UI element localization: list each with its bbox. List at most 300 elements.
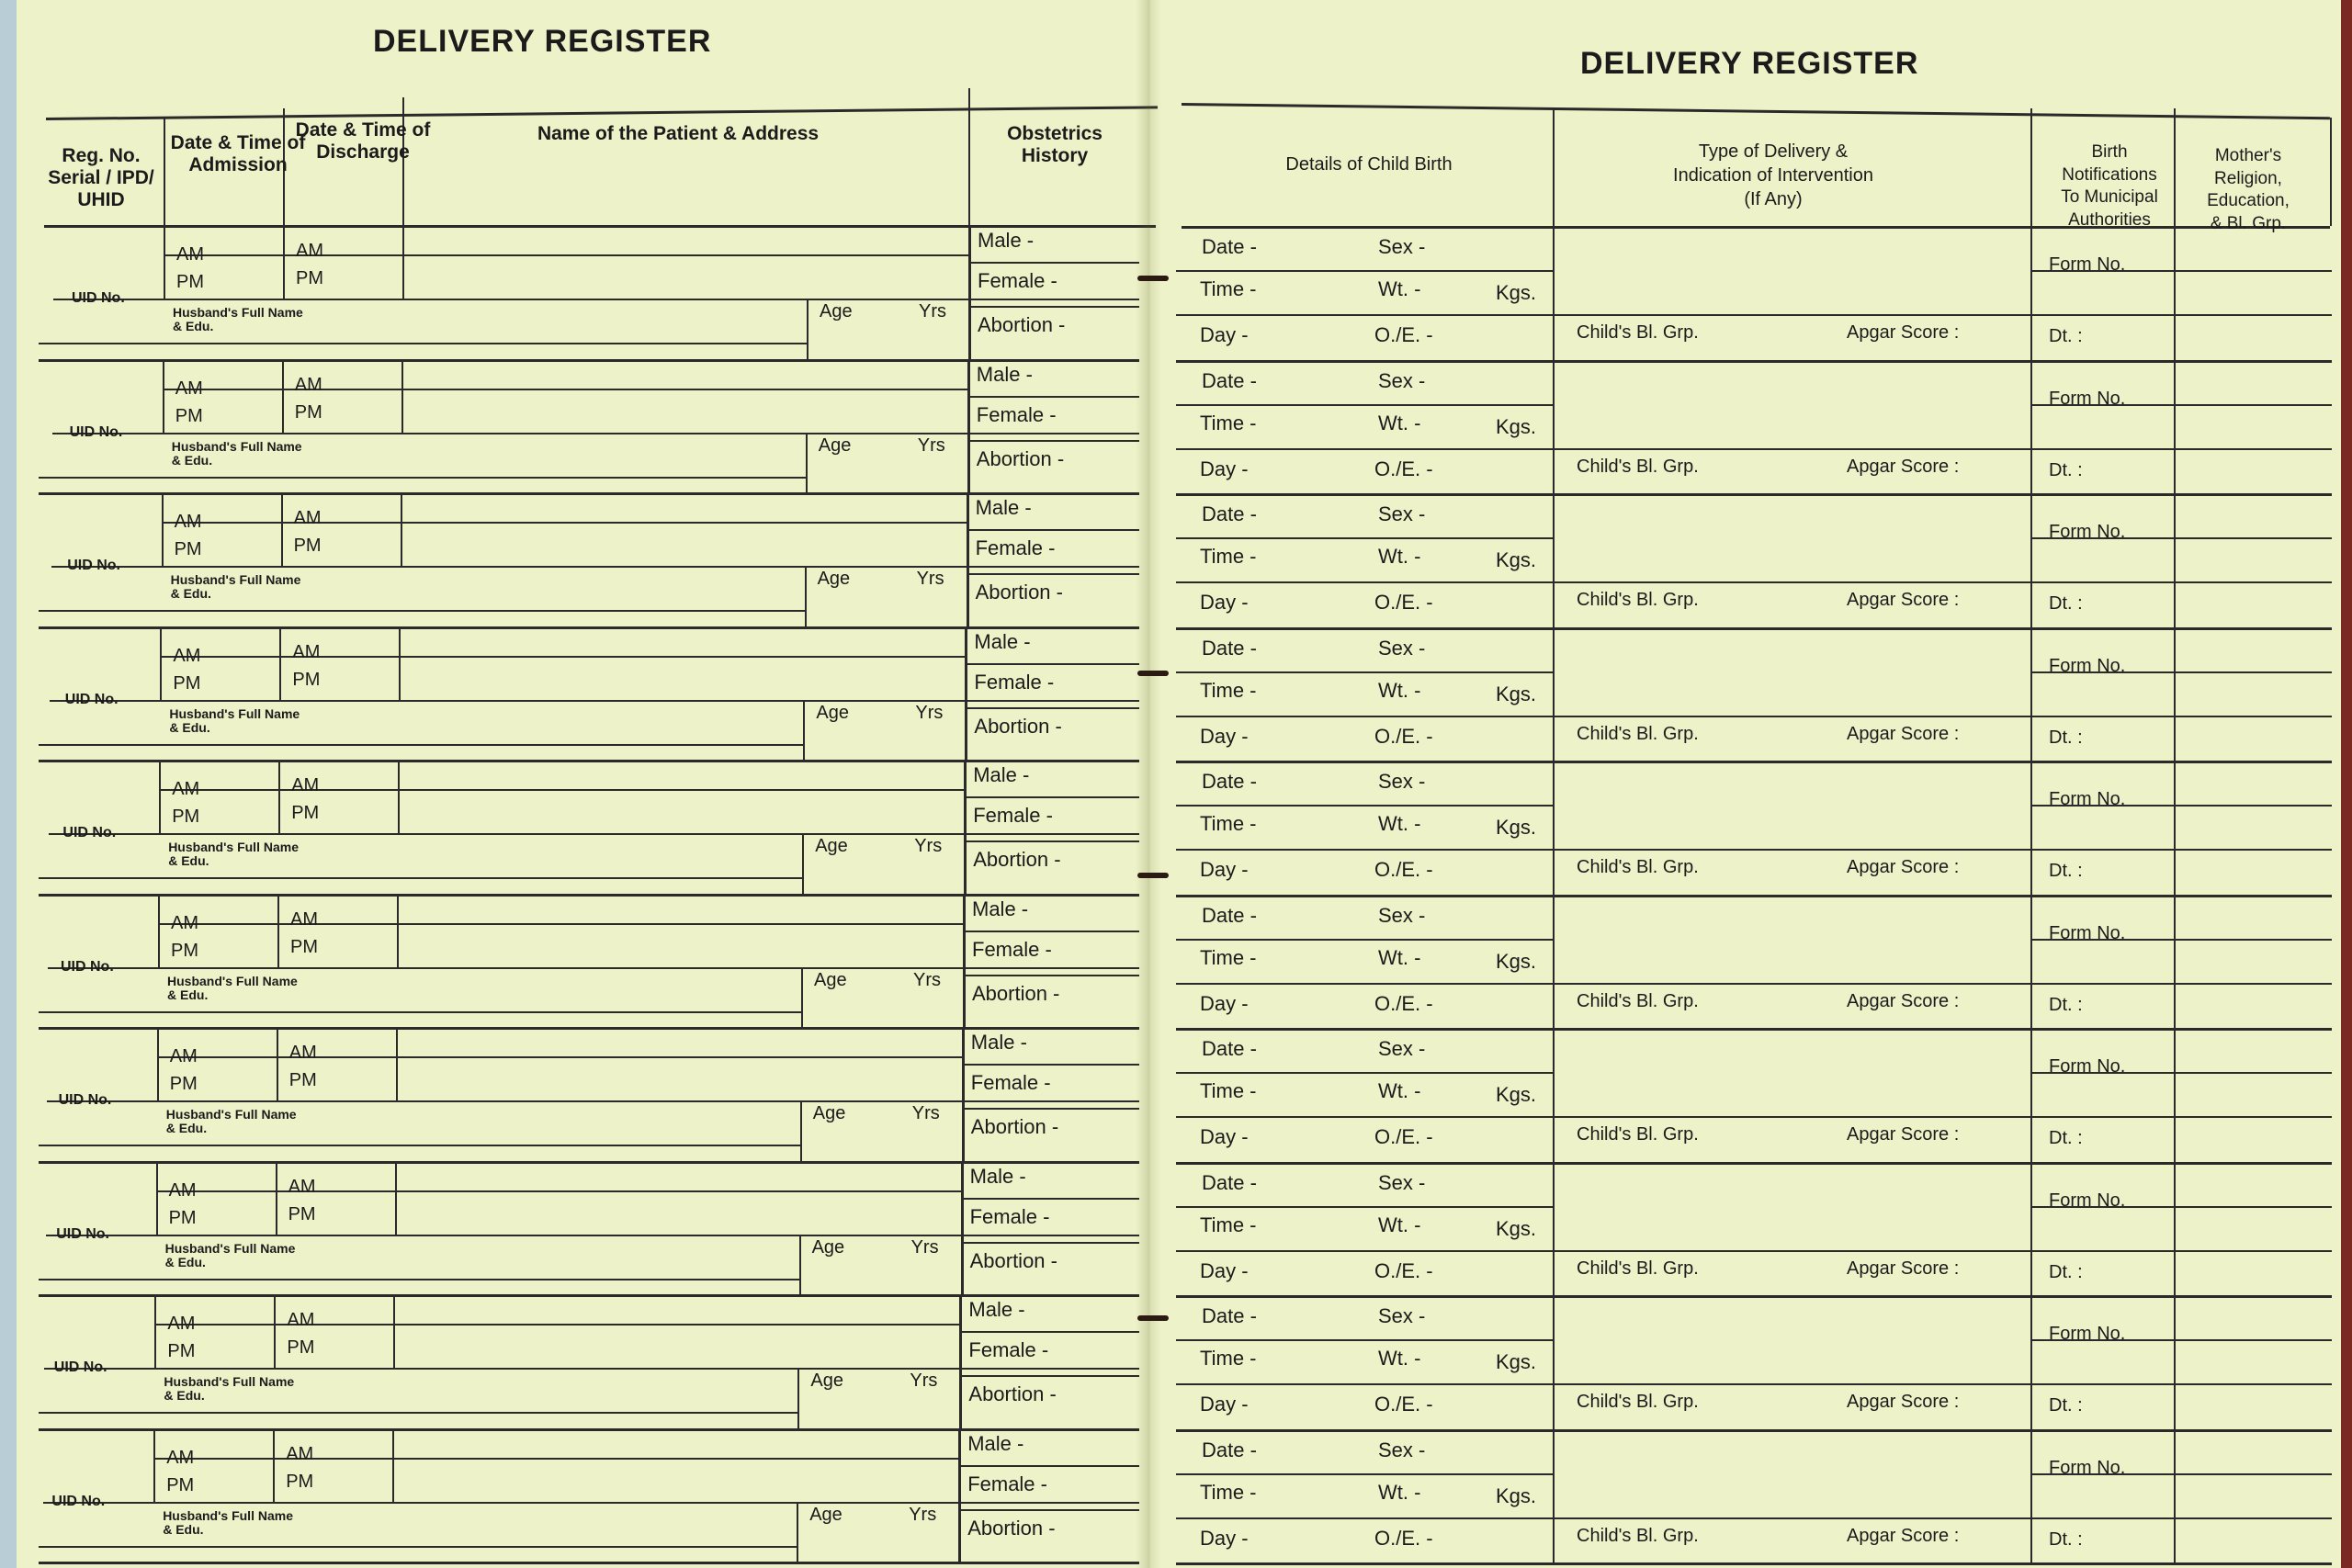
column-rule <box>1553 226 1555 360</box>
weight-unit-label: Kgs. <box>1496 1350 1537 1373</box>
on-examination-label: O./E. - <box>1374 323 1433 346</box>
obstetrics-male-label: Male - <box>967 1431 1024 1455</box>
column-rule <box>2030 895 2032 1029</box>
right-page <box>1148 0 2341 1568</box>
admission-pm-label: PM <box>173 672 201 694</box>
column-rule <box>163 359 164 433</box>
column-rule <box>959 1294 962 1428</box>
row-rule <box>39 477 806 479</box>
on-examination-label: O./E. - <box>1374 591 1433 614</box>
age-label: Age <box>809 1504 842 1525</box>
row-rule <box>39 1562 1139 1564</box>
column-rule <box>2174 360 2176 494</box>
husband-name-label: Husband's Full Name <box>171 438 302 454</box>
discharge-am-label: AM <box>288 1043 317 1063</box>
child-birth-column-header: Details of Child Birth <box>1285 154 1453 175</box>
child-blood-group-label: Child's Bl. Grp. <box>1577 990 1699 1011</box>
husband-edu-label: & Edu. <box>171 452 213 468</box>
column-rule <box>279 626 281 700</box>
column-rule <box>274 1294 276 1368</box>
column-rule <box>2030 1162 2032 1296</box>
apgar-score-label: Apgar Score : <box>1847 456 1960 477</box>
uid-no-label: UID No. <box>56 1225 109 1242</box>
admission-pm-label: PM <box>166 1474 195 1495</box>
column-rule <box>806 433 808 493</box>
row-rule <box>48 967 1139 969</box>
row-rule <box>39 1294 1139 1297</box>
notification-date-label: Dt. : <box>2049 1261 2083 1282</box>
column-rule <box>1553 761 1555 895</box>
child-weight-label: Wt. - <box>1378 411 1421 434</box>
discharge-pm-label: PM <box>291 803 320 823</box>
form-no-label: Form No. <box>2049 1324 2126 1344</box>
row-rule <box>1176 671 1553 673</box>
husband-name-label: Husband's Full Name <box>170 572 301 587</box>
column-rule <box>800 1100 802 1161</box>
discharge-am-label: AM <box>291 775 320 795</box>
birth-date-label: Date - <box>1202 502 1257 525</box>
admission-pm-label: PM <box>174 539 202 559</box>
child-sex-label: Sex - <box>1378 1037 1426 1060</box>
weight-unit-label: Kgs. <box>1496 816 1537 839</box>
row-rule <box>46 1235 1139 1236</box>
column-rule <box>961 1161 964 1295</box>
years-label: Yrs <box>909 1504 937 1525</box>
birth-time-label: Time - <box>1200 678 1257 702</box>
obstetrics-male-label: Male - <box>972 897 1029 920</box>
birth-day-label: Day - <box>1200 457 1249 480</box>
row-rule <box>396 1056 962 1058</box>
child-blood-group-label: Child's Bl. Grp. <box>1577 590 1699 610</box>
column-rule <box>964 760 967 894</box>
row-rule <box>401 389 967 390</box>
obstetrics-male-label: Male - <box>969 1164 1026 1188</box>
child-weight-label: Wt. - <box>1378 277 1421 300</box>
column-rule <box>398 760 400 833</box>
notification-date-label: Dt. : <box>2049 1128 2083 1148</box>
form-no-label: Form No. <box>2049 655 2126 676</box>
years-label: Yrs <box>914 836 943 856</box>
age-label: Age <box>820 301 853 321</box>
row-rule <box>395 1190 961 1192</box>
child-weight-label: Wt. - <box>1378 1079 1421 1102</box>
admission-am-label: AM <box>166 1447 195 1468</box>
row-rule <box>965 707 1139 709</box>
row-rule <box>962 1064 1139 1066</box>
discharge-am-label: AM <box>296 241 323 261</box>
row-rule <box>39 359 1139 362</box>
row-rule <box>1176 1562 2332 1565</box>
weight-unit-label: Kgs. <box>1496 414 1537 438</box>
years-label: Yrs <box>915 702 944 723</box>
delivery-type-line-1: Type of Delivery & <box>1698 141 1849 162</box>
apgar-score-label: Apgar Score : <box>1847 322 1960 343</box>
birth-date-label: Date - <box>1202 235 1257 258</box>
column-rule <box>1553 1429 1555 1563</box>
obstetrics-male-label: Male - <box>975 496 1032 519</box>
birth-day-label: Day - <box>1200 1258 1249 1282</box>
column-rule <box>797 1368 799 1428</box>
child-sex-label: Sex - <box>1378 1304 1426 1327</box>
obstetrics-male-label: Male - <box>973 763 1030 786</box>
row-rule <box>39 1145 800 1146</box>
on-examination-label: O./E. - <box>1374 1526 1433 1550</box>
birth-time-label: Time - <box>1200 812 1257 835</box>
notification-date-label: Dt. : <box>2049 727 2083 748</box>
column-rule <box>967 492 969 626</box>
notification-date-label: Dt. : <box>2049 459 2083 480</box>
child-blood-group-label: Child's Bl. Grp. <box>1577 1124 1699 1145</box>
row-rule <box>39 1279 799 1280</box>
birth-time-label: Time - <box>1200 945 1257 969</box>
row-rule <box>967 529 1139 531</box>
row-rule <box>1176 1295 2332 1298</box>
row-rule <box>47 1100 1139 1102</box>
row-rule <box>968 306 1139 308</box>
obstetrics-female-label: Female - <box>974 670 1055 694</box>
discharge-pm-label: PM <box>293 536 322 556</box>
discharge-pm-label: PM <box>287 1337 315 1358</box>
child-weight-label: Wt. - <box>1378 812 1421 835</box>
row-rule <box>1176 1517 2332 1519</box>
column-rule <box>2174 761 2176 895</box>
row-rule <box>1176 270 1553 272</box>
column-rule <box>807 299 808 359</box>
discharge-pm-label: PM <box>290 936 318 957</box>
column-rule <box>402 225 404 299</box>
birth-notification-column-header <box>2036 141 2183 232</box>
column-rule <box>802 833 804 894</box>
weight-unit-label: Kgs. <box>1496 548 1537 571</box>
column-rule <box>1553 1162 1555 1296</box>
discharge-pm-label: PM <box>294 401 322 423</box>
obstetrics-male-label: Male - <box>974 629 1031 653</box>
husband-edu-label: & Edu. <box>170 586 211 601</box>
column-rule <box>157 1027 159 1100</box>
column-rule <box>401 492 402 566</box>
admission-pm-label: PM <box>172 807 200 827</box>
birth-day-label: Day - <box>1200 323 1249 346</box>
row-rule <box>1176 1162 2332 1165</box>
column-rule <box>2174 493 2176 627</box>
years-label: Yrs <box>911 1103 940 1123</box>
delivery-type-column-header <box>1608 140 1939 211</box>
apgar-score-label: Apgar Score : <box>1847 723 1960 744</box>
right-register-table <box>1148 0 2341 1568</box>
child-blood-group-label: Child's Bl. Grp. <box>1577 1525 1699 1546</box>
column-rule <box>797 1502 798 1562</box>
row-rule <box>968 262 1139 264</box>
obstetrics-female-label: Female - <box>978 269 1057 292</box>
obstetrics-male-label: Male - <box>970 1031 1027 1054</box>
column-rule <box>2174 226 2176 360</box>
column-rule <box>156 1161 158 1235</box>
admission-am-label: AM <box>171 912 198 933</box>
row-rule <box>39 492 1139 495</box>
child-sex-label: Sex - <box>1378 368 1426 392</box>
column-rule <box>803 700 805 761</box>
column-rule <box>396 1027 398 1100</box>
age-label: Age <box>814 969 847 990</box>
row-rule <box>1176 1339 1553 1341</box>
row-rule <box>39 626 1139 629</box>
birth-date-label: Date - <box>1202 770 1257 793</box>
row-rule <box>1176 1473 1553 1475</box>
row-rule <box>967 573 1139 575</box>
row-rule <box>1176 627 2332 630</box>
birth-notification-line-3: To Municipal <box>2061 187 2158 208</box>
row-rule <box>50 700 1139 702</box>
delivery-type-line-2: Indication of Intervention <box>1673 165 1873 186</box>
age-label: Age <box>818 434 852 456</box>
discharge-pm-label: PM <box>292 669 321 690</box>
on-examination-label: O./E. - <box>1374 1393 1433 1416</box>
admission-column-header: Date & Time of Admission <box>170 132 306 176</box>
row-rule <box>39 1027 1139 1030</box>
birth-day-label: Day - <box>1200 991 1249 1015</box>
column-rule <box>392 1428 394 1502</box>
obstetrics-male-label: Male - <box>976 362 1033 386</box>
column-rule <box>2030 108 2032 226</box>
row-rule <box>39 1011 801 1013</box>
notification-date-label: Dt. : <box>2049 593 2083 614</box>
column-rule <box>397 894 399 967</box>
obstetrics-abortion-label: Abortion - <box>973 848 1061 871</box>
row-rule <box>44 1368 1139 1370</box>
row-rule <box>1176 1206 1553 1208</box>
row-rule <box>39 343 807 344</box>
obstetrics-female-label: Female - <box>975 536 1056 559</box>
column-rule <box>276 1161 277 1235</box>
row-rule <box>39 610 805 612</box>
reg-no-column-header: Reg. No. Serial / IPD/ UHID <box>48 145 154 211</box>
birth-date-label: Date - <box>1202 1438 1257 1461</box>
weight-unit-label: Kgs. <box>1496 1083 1537 1106</box>
husband-name-label: Husband's Full Name <box>163 1507 293 1523</box>
admission-am-label: AM <box>167 1314 196 1334</box>
obstetrics-female-label: Female - <box>969 1204 1050 1228</box>
obstetrics-abortion-label: Abortion - <box>967 1516 1056 1540</box>
form-no-label: Form No. <box>2049 1457 2126 1478</box>
column-rule <box>399 626 401 700</box>
column-rule <box>2030 1028 2032 1162</box>
discharge-am-label: AM <box>293 508 322 528</box>
column-rule <box>2174 1429 2176 1563</box>
on-examination-label: O./E. - <box>1374 991 1433 1015</box>
column-rule <box>2030 1429 2032 1563</box>
row-rule <box>39 1161 1139 1164</box>
column-rule <box>2174 627 2176 761</box>
form-no-label: Form No. <box>2049 922 2126 943</box>
mother-details-column-header <box>2170 145 2326 236</box>
row-rule <box>1176 1429 2332 1432</box>
uid-no-label: UID No. <box>53 1359 107 1375</box>
birth-date-label: Date - <box>1202 1037 1257 1060</box>
birth-day-label: Day - <box>1200 724 1249 748</box>
discharge-pm-label: PM <box>288 1203 316 1224</box>
left-page-title: DELIVERY REGISTER <box>373 24 712 59</box>
staple <box>1137 671 1169 676</box>
discharge-am-label: AM <box>288 1176 316 1197</box>
obstetrics-male-label: Male - <box>978 229 1035 252</box>
child-sex-label: Sex - <box>1378 636 1426 660</box>
birth-day-label: Day - <box>1200 858 1249 881</box>
years-label: Yrs <box>919 301 946 321</box>
column-rule <box>968 88 970 225</box>
column-rule <box>1553 108 1555 226</box>
mother-details-line-2: Religion, <box>2214 168 2282 188</box>
row-rule <box>1176 805 1553 807</box>
admission-am-label: AM <box>176 244 204 265</box>
column-rule <box>967 359 970 493</box>
apgar-score-label: Apgar Score : <box>1847 1392 1960 1412</box>
uid-no-label: UID No. <box>51 1493 106 1509</box>
row-rule <box>1182 103 2330 119</box>
column-rule <box>153 1428 155 1502</box>
row-rule <box>53 299 1139 300</box>
row-rule <box>49 833 1139 835</box>
admission-pm-label: PM <box>175 405 203 426</box>
child-weight-label: Wt. - <box>1378 1213 1421 1236</box>
staple <box>1137 276 1169 281</box>
row-rule <box>51 566 1139 568</box>
admission-am-label: AM <box>175 378 203 399</box>
birth-date-label: Date - <box>1202 1170 1257 1194</box>
column-rule <box>273 1428 275 1502</box>
column-rule <box>2030 761 2032 895</box>
weight-unit-label: Kgs. <box>1496 1216 1537 1240</box>
birth-day-label: Day - <box>1200 1125 1249 1148</box>
admission-am-label: AM <box>172 779 200 799</box>
row-rule <box>1176 761 2332 763</box>
apgar-score-label: Apgar Score : <box>1847 1124 1960 1145</box>
age-label: Age <box>812 1103 846 1123</box>
obstetrics-abortion-label: Abortion - <box>970 1115 1059 1138</box>
admission-am-label: AM <box>168 1179 197 1201</box>
notification-date-label: Dt. : <box>2049 861 2083 881</box>
row-rule <box>959 1375 1139 1377</box>
discharge-am-label: AM <box>290 908 318 930</box>
book-gutter <box>1136 0 1161 1568</box>
row-rule <box>402 254 968 256</box>
obstetrics-male-label: Male - <box>968 1298 1025 1321</box>
column-rule <box>159 760 161 833</box>
column-rule <box>162 492 164 566</box>
column-rule <box>801 967 803 1028</box>
column-rule <box>799 1235 801 1295</box>
row-rule <box>1176 537 1553 539</box>
birth-day-label: Day - <box>1200 1393 1249 1416</box>
obstetrics-abortion-label: Abortion - <box>969 1248 1057 1272</box>
row-rule <box>1176 360 2332 363</box>
discharge-pm-label: PM <box>296 268 323 288</box>
birth-time-label: Time - <box>1200 1347 1257 1370</box>
years-label: Yrs <box>910 1371 938 1391</box>
birth-date-label: Date - <box>1202 903 1257 927</box>
column-rule <box>1553 627 1555 761</box>
discharge-am-label: AM <box>286 1443 314 1464</box>
discharge-pm-label: PM <box>286 1471 314 1492</box>
admission-pm-label: PM <box>168 1207 197 1228</box>
delivery-type-line-3: (If Any) <box>1744 189 1803 209</box>
on-examination-label: O./E. - <box>1374 1258 1433 1282</box>
row-rule <box>1176 1116 2332 1118</box>
row-rule <box>397 923 963 925</box>
birth-day-label: Day - <box>1200 591 1249 614</box>
row-rule <box>43 1502 1139 1504</box>
child-weight-label: Wt. - <box>1378 1480 1421 1504</box>
child-blood-group-label: Child's Bl. Grp. <box>1577 1258 1699 1279</box>
child-sex-label: Sex - <box>1378 235 1426 258</box>
birth-time-label: Time - <box>1200 1480 1257 1504</box>
row-rule <box>1176 939 1553 941</box>
obstetrics-female-label: Female - <box>976 402 1057 426</box>
column-rule <box>281 492 283 566</box>
obstetrics-abortion-label: Abortion - <box>972 981 1060 1005</box>
page-edge <box>0 0 17 1568</box>
column-rule <box>1553 360 1555 494</box>
child-blood-group-label: Child's Bl. Grp. <box>1577 322 1699 343</box>
column-rule <box>277 1027 278 1100</box>
column-rule <box>278 760 280 833</box>
apgar-score-label: Apgar Score : <box>1847 1258 1960 1279</box>
column-rule <box>160 626 162 700</box>
column-rule <box>2030 627 2032 761</box>
row-rule <box>964 796 1139 798</box>
discharge-pm-label: PM <box>288 1070 317 1090</box>
right-page-title: DELIVERY REGISTER <box>1580 46 1919 81</box>
column-rule <box>283 225 285 299</box>
child-sex-label: Sex - <box>1378 502 1426 525</box>
column-rule <box>962 1027 965 1161</box>
row-rule <box>1176 716 2332 717</box>
left-page <box>17 0 1148 1568</box>
years-label: Yrs <box>910 1236 939 1258</box>
uid-no-label: UID No. <box>58 1092 112 1108</box>
form-no-label: Form No. <box>2049 1190 2126 1211</box>
birth-time-label: Time - <box>1200 1213 1257 1236</box>
obstetrics-female-label: Female - <box>968 1338 1049 1361</box>
obstetrics-abortion-label: Abortion - <box>978 313 1066 336</box>
husband-edu-label: & Edu. <box>173 319 214 333</box>
husband-name-label: Husband's Full Name <box>167 973 298 988</box>
uid-no-label: UID No. <box>67 558 120 573</box>
on-examination-label: O./E. - <box>1374 858 1433 881</box>
obstetrics-column-header: Obstetrics History <box>1007 123 1102 167</box>
row-rule <box>401 522 967 524</box>
age-label: Age <box>816 702 849 723</box>
row-rule <box>39 744 803 746</box>
weight-unit-label: Kgs. <box>1496 1483 1537 1507</box>
age-label: Age <box>817 569 851 589</box>
row-rule <box>1176 1383 2332 1385</box>
patient-column-header: Name of the Patient & Address <box>537 123 820 144</box>
column-rule <box>963 894 966 1028</box>
row-rule <box>1176 983 2332 985</box>
form-no-label: Form No. <box>2049 789 2126 809</box>
row-rule <box>52 433 1139 434</box>
column-rule <box>2174 1295 2176 1429</box>
column-rule <box>1553 895 1555 1029</box>
row-rule <box>39 877 802 879</box>
years-label: Yrs <box>916 569 944 589</box>
child-sex-label: Sex - <box>1378 1170 1426 1194</box>
husband-name-label: Husband's Full Name <box>168 840 299 854</box>
husband-name-label: Husband's Full Name <box>165 1107 297 1122</box>
admission-pm-label: PM <box>169 1074 198 1094</box>
obstetrics-abortion-label: Abortion - <box>975 581 1063 604</box>
discharge-am-label: AM <box>294 374 322 395</box>
